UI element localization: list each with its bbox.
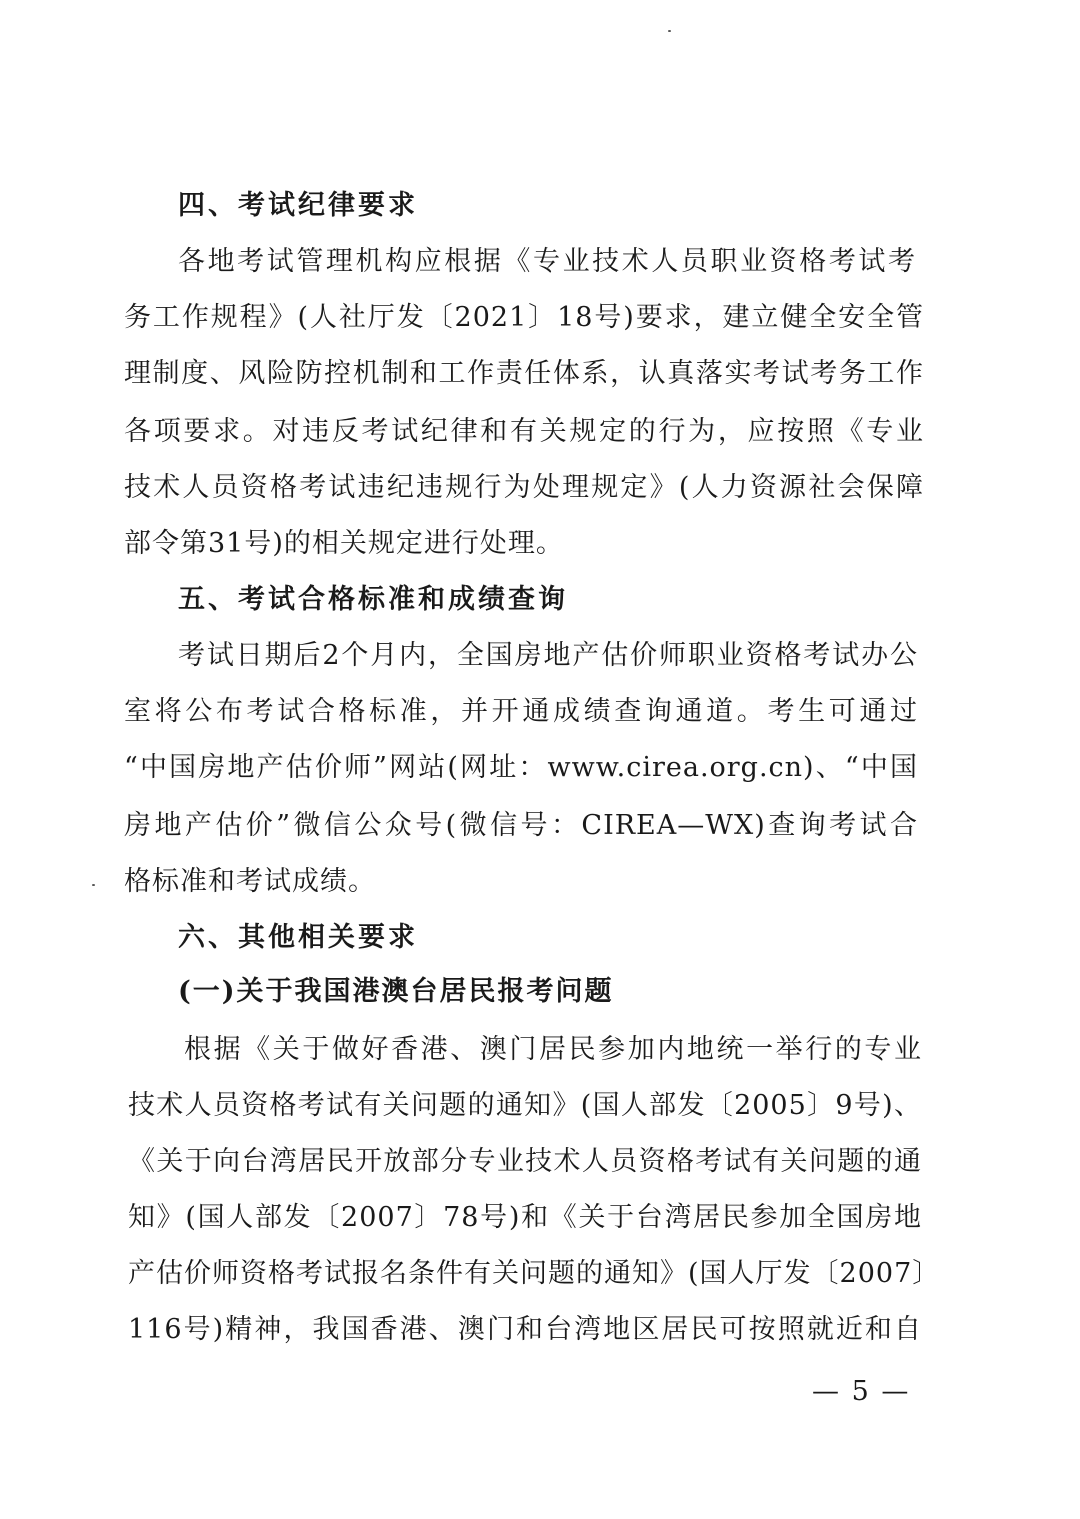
section-5-line-5: 格标准和考试成绩。 [124,866,376,897]
section-4-line-2: 务工作规程》(人社厅发〔2021〕18号)要求，建立健全安全管 [124,302,924,333]
section-4-line-6: 部令第31号)的相关规定进行处理。 [124,528,564,559]
section-4-line-3: 理制度、风险防控机制和工作责任体系，认真落实考试考务工作 [124,358,924,389]
section-5-heading: 五、考试合格标准和成绩查询 [178,584,568,615]
section-4-line-5: 技术人员资格考试违纪违规行为处理规定》(人力资源社会保障 [124,472,924,503]
section-5-line-3: “中国房地产估价师”网站(网址：www.cirea.org.cn)、“中国 [124,752,918,783]
section-4-line-1: 各地考试管理机构应根据《专业技术人员职业资格考试考 [178,246,916,277]
section-4-line-4: 各项要求。对违反考试纪律和有关规定的行为，应按照《专业 [124,416,924,447]
section-5-line-4: 房地产估价”微信公众号(微信号：CIREA—WX)查询考试合 [124,810,918,841]
page-number: — 5 — [812,1376,911,1407]
section-5-line-2: 室将公布考试合格标准，并开通成绩查询通道。考生可通过 [124,696,918,727]
section-6-line-2: 技术人员资格考试有关问题的通知》(国人部发〔2005〕9号)、 [128,1090,922,1121]
section-6-heading: 六、其他相关要求 [178,922,418,953]
section-6-line-1: 根据《关于做好香港、澳门居民参加内地统一举行的专业 [184,1034,922,1065]
section-5-line-1: 考试日期后2个月内，全国房地产估价师职业资格考试办公 [178,640,918,671]
scan-speck [668,30,671,32]
section-6-line-3: 《关于向台湾居民开放部分专业技术人员资格考试有关问题的通 [128,1146,922,1177]
section-6-line-4: 知》(国人部发〔2007〕78号)和《关于台湾居民参加全国房地 [128,1202,922,1233]
section-6-line-5: 产估价师资格考试报名条件有关问题的通知》(国人厅发〔2007〕 [128,1258,941,1289]
section-4-heading: 四、考试纪律要求 [178,190,418,221]
section-6-line-6: 116号)精神，我国香港、澳门和台湾地区居民可按照就近和自 [128,1314,922,1345]
section-6-subheading: (一)关于我国港澳台居民报考问题 [178,976,614,1007]
scan-speck [92,884,95,886]
